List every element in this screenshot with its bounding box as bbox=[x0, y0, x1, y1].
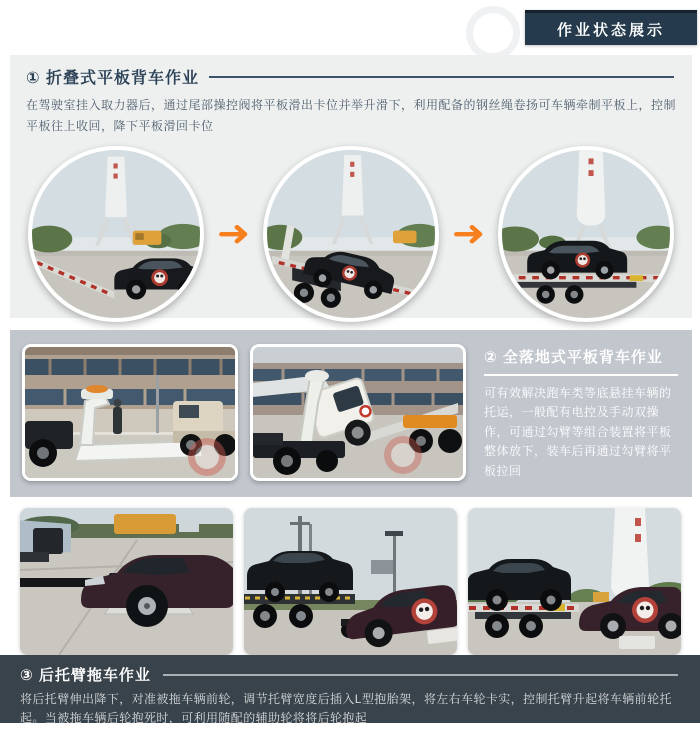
panda-logo-icon bbox=[575, 252, 590, 267]
section3-photo-row bbox=[20, 508, 680, 655]
section1-heading bbox=[26, 65, 676, 88]
section1-title: ① 折叠式平板背车作业 bbox=[26, 70, 199, 87]
section2-heading-rule bbox=[484, 374, 678, 376]
panda-logo-icon bbox=[632, 597, 658, 623]
panda-logo-icon bbox=[384, 436, 422, 474]
photo-tow-arm-at-wheel bbox=[20, 508, 233, 655]
section-full-drop-flatbed bbox=[10, 330, 692, 497]
towing-near-tower-scene bbox=[468, 508, 681, 655]
photo-car-at-ramp bbox=[28, 146, 204, 322]
section3-description: 将后托臂伸出降下，对准被拖车辆前轮，调节托臂宽度后插入L型抱胎架，将左右车轮卡实，控制托臂升起将车辆前轮托起。当被拖车辆后轮抱死时，可利用随配的辅助轮将将后轮抱起 bbox=[20, 692, 672, 726]
header-badge bbox=[525, 10, 697, 45]
car-loaded-flat-scene bbox=[502, 150, 670, 318]
truck-cab-tilted-scene bbox=[253, 347, 463, 478]
panda-logo-icon bbox=[151, 269, 168, 286]
section2-title: ② 全落地式平板背车作业 bbox=[484, 349, 663, 366]
platform-on-ground-scene bbox=[25, 347, 235, 478]
section-rear-tow-arm bbox=[0, 655, 700, 726]
section2-text-column bbox=[478, 344, 680, 483]
tow-arm-at-wheel-scene bbox=[20, 508, 233, 655]
photo-flatbed-and-towed-car bbox=[244, 508, 457, 655]
section1-heading-rule bbox=[209, 76, 674, 78]
section1-description: 在驾驶室挂入取力器后，通过尾部操控阀将平板滑出卡位并举升滑下，利用配备的钢丝绳卷扬可车辆牵制平板上，控制平板往上收回，降下平板滑回卡位 bbox=[26, 98, 677, 133]
photo-truck-cab-tilted bbox=[250, 344, 466, 481]
photo-towing-near-tower bbox=[468, 508, 681, 655]
arrow-right-icon: ➜ bbox=[451, 214, 486, 254]
section1-photo-row bbox=[26, 146, 676, 322]
photo-car-on-tilted-bed bbox=[263, 146, 439, 322]
section3-title: ③ 后托臂拖车作业 bbox=[20, 667, 151, 684]
car-at-ramp-scene bbox=[32, 150, 200, 318]
section2-description: 可有效解决跑车类等底悬挂车辆的托运，一般配有电控及手动双操作，可通过勾臂等组合装置将平板整体放下，装车后再通过勾臂将平板拉回 bbox=[484, 386, 672, 478]
header-badge-label: 作业状态展示 bbox=[556, 21, 665, 39]
section-foldable-flatbed bbox=[10, 55, 692, 318]
arrow-right-icon: ➜ bbox=[216, 214, 251, 254]
panda-logo-icon bbox=[188, 438, 226, 476]
section3-heading bbox=[20, 664, 680, 685]
watermark-logo bbox=[466, 6, 520, 60]
photo-platform-on-ground bbox=[22, 344, 238, 481]
photo-car-loaded-flat bbox=[498, 146, 674, 322]
section3-heading-rule bbox=[163, 674, 678, 676]
car-on-tilted-bed-scene bbox=[267, 150, 435, 318]
flatbed-and-towed-car-scene bbox=[244, 508, 457, 655]
